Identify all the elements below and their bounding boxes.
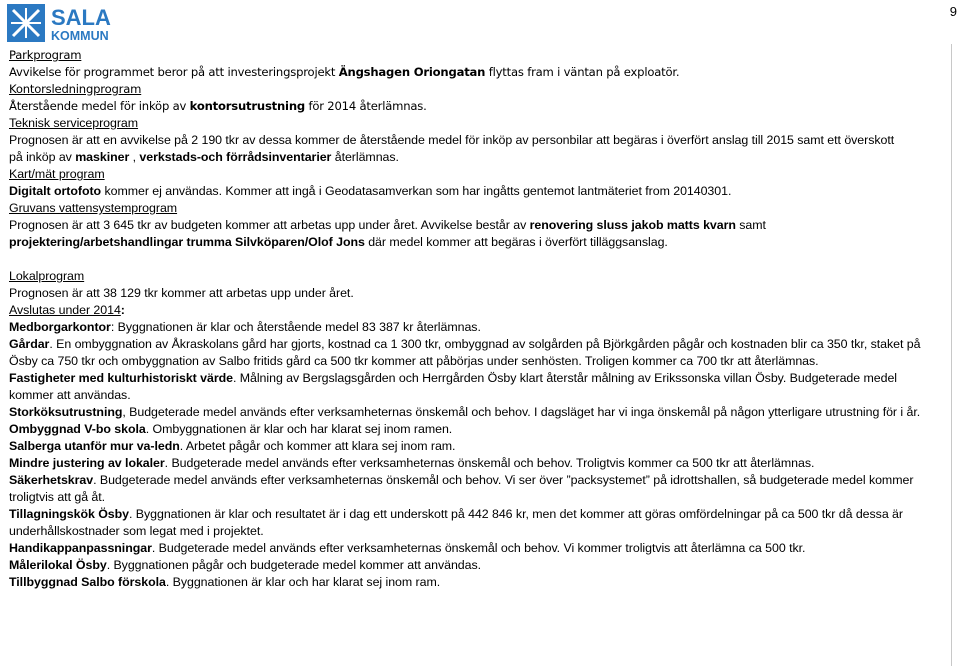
heading-kontorsledning: Kontorsledningprogram xyxy=(9,82,142,96)
list-item: Salberga utanför mur va-ledn. Arbetet pågår och kommer att klara sej inom ram. xyxy=(9,439,456,453)
logo-text-kommun: KOMMUN xyxy=(51,29,109,42)
spacer xyxy=(9,251,939,268)
list-item: Säkerhetskrav. Budgeterade medel används efter verksamheternas önskemål och behov. Vi ser över ”packsystemet” på idrottshallen, så budgeterade medel kommer troligtvis att gå åt. xyxy=(9,473,914,504)
list-item: Tillagningskök Ösby. Byggnationen är klar och resultatet är i dag ett underskott på 442 846 kr, men det kommer att göras omfördelningar på ca 500 tkr då dessa är underhållskostnader som legat med i projektet. xyxy=(9,507,903,538)
document-body xyxy=(9,47,939,591)
list-item: Tillbyggnad Salbo förskola. Byggnationen är klar och har klarat sej inom ram. xyxy=(9,575,441,589)
paragraph-gruvans-1: Prognosen är att 3 645 tkr av budgeten kommer att arbetas upp under året. Avvikelse består av renovering sluss jakob matts kvarn samt xyxy=(9,218,766,232)
paragraph-teknisk-2: på inköp av maskiner , verkstads-och förrådsinventarier återlämnas. xyxy=(9,150,399,164)
logo-text-sala: SALA xyxy=(51,5,111,30)
list-item: Storköksutrustning, Budgeterade medel används efter verksamheternas önskemål och behov. I dagsläget har vi inga önskemål på någon ytterligare utrustning för i år. xyxy=(9,405,921,419)
list-item: Ombyggnad V-bo skola. Ombyggnationen är klar och har klarat sej inom ramen. xyxy=(9,422,453,436)
list-item: Gårdar. En ombyggnation av Åkraskolans gård har gjorts, kostnad ca 1 300 tkr, ombyggnad av solgården på Björkgården pågår och kostnaden blir ca 350 tkr, staket på Ösby ca 750 tkr och ombyggnation av Salbo fritids gård ca 500 tkr kommer att påbörjas under senhösten. Troligen kommer ca 700 tkr att återlämnas. xyxy=(9,337,921,368)
list-item: Fastigheter med kulturhistoriskt värde. Målning av Bergslagsgården och Herrgården Ösby klart återstår målning av Erikssonska villan Ösby. Budgeterade medel kommer att användas. xyxy=(9,371,897,402)
list-item: Handikappanpassningar. Budgeterade medel används efter verksamheternas önskemål och behov. Vi kommer troligtvis att återlämna ca 500 tkr. xyxy=(9,541,806,555)
paragraph-teknisk-1: Prognosen är att en avvikelse på 2 190 tkr av dessa kommer de återstående medel för inköp av personbilar att begäras i överfört anslag till 2015 samt ett överskott xyxy=(9,133,895,147)
heading-lokalprogram: Lokalprogram xyxy=(9,269,85,283)
paragraph-lokal-prognos: Prognosen är att 38 129 tkr kommer att arbetas upp under året. xyxy=(9,286,354,300)
logo-emblem-icon xyxy=(7,4,127,42)
paragraph-kontorsledning: Återstående medel för inköp av kontorsutrustning för 2014 återlämnas. xyxy=(9,99,427,113)
page-number: 9 xyxy=(949,4,957,19)
heading-parkprogram: Parkprogram xyxy=(9,48,82,62)
lokal-items-list xyxy=(9,319,939,591)
avslutas-heading: Avslutas under 2014: xyxy=(9,303,125,317)
heading-gruvans: Gruvans vattensystemprogram xyxy=(9,201,178,215)
list-item: Målerilokal Ösby. Byggnationen pågår och budgeterade medel kommer att användas. xyxy=(9,558,482,572)
right-margin-rule xyxy=(951,44,952,666)
sala-kommun-logo xyxy=(7,4,127,42)
section-group-top xyxy=(9,47,939,115)
heading-teknisk-service: Teknisk serviceprogram xyxy=(9,116,139,130)
paragraph-kart: Digitalt ortofoto kommer ej användas. Kommer att ingå i Geodatasamverkan som har ingåtts gentemot lantmäteriet from 20140301. xyxy=(9,184,732,198)
list-item: Mindre justering av lokaler. Budgeterade medel används efter verksamheternas önskemål och behov. Troligtvis kommer ca 500 tkr att återlämnas. xyxy=(9,456,815,470)
paragraph-parkprogram: Avvikelse för programmet beror på att investeringsprojekt Ängshagen Oriongatan flyttas fram i väntan på exploatör. xyxy=(9,65,680,79)
list-item: Medborgarkontor: Byggnationen är klar och återstående medel 83 387 kr återlämnas. xyxy=(9,320,481,334)
paragraph-gruvans-2: projektering/arbetshandlingar trumma Silvköparen/Olof Jons där medel kommer att begäras i överfört tilläggsanslag. xyxy=(9,235,668,249)
heading-kart-mat: Kart/mät program xyxy=(9,167,105,181)
